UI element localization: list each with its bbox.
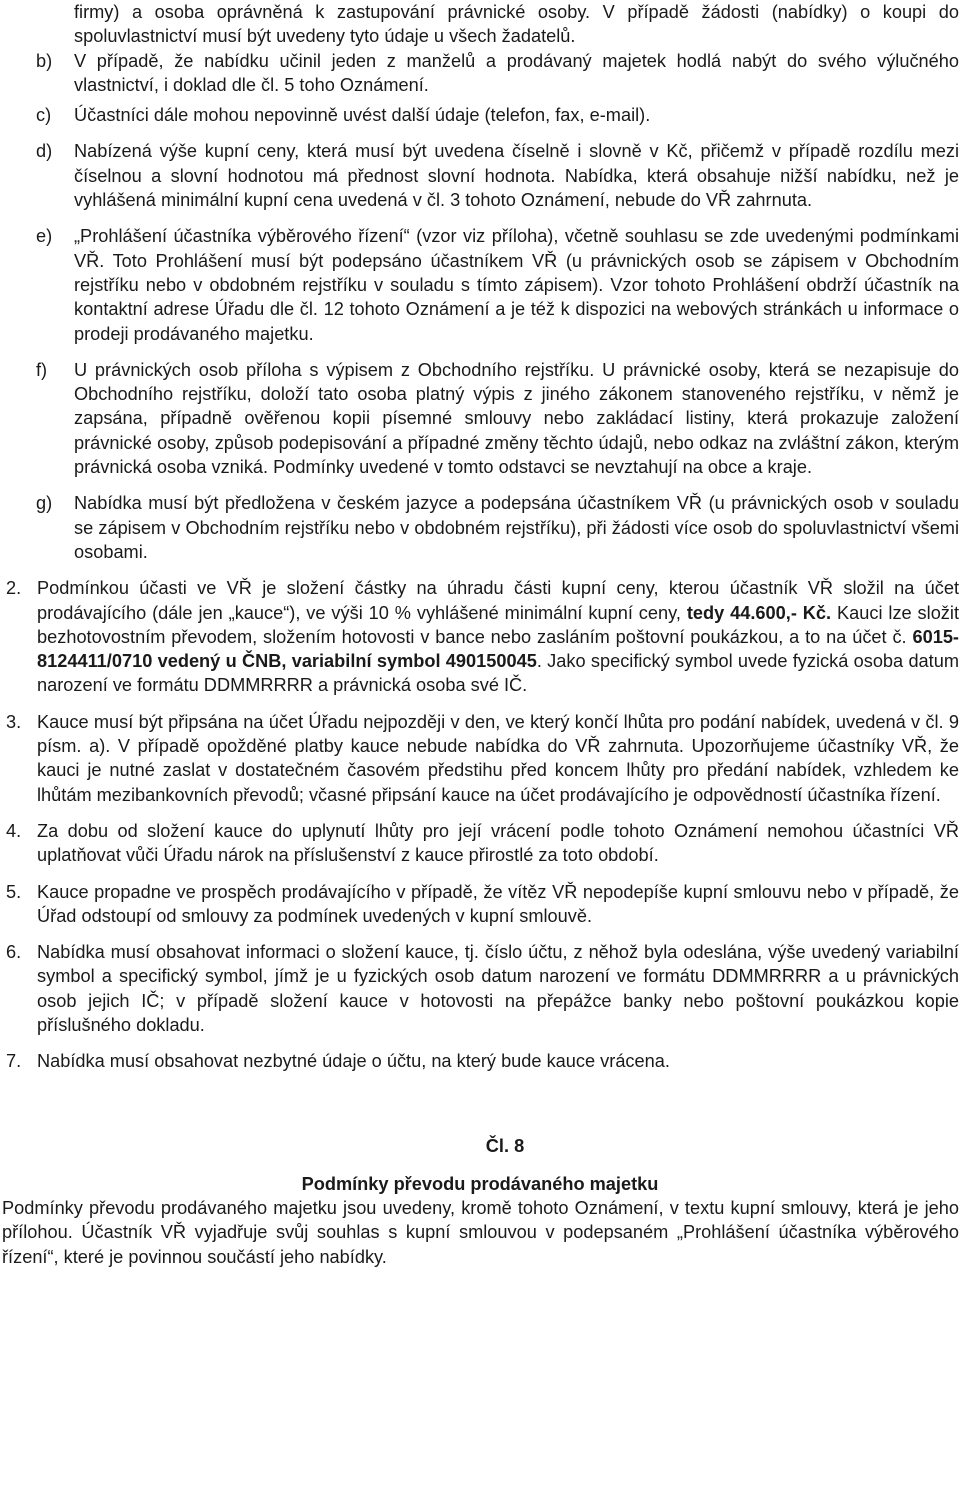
bank-account-info: 6015-8124411/0710 vedený u ČNB, variabilní symbol 490150045 <box>37 626 959 672</box>
point-4 <box>0 819 959 868</box>
point-7 <box>0 1049 959 1073</box>
item-f <box>0 358 959 479</box>
item-b <box>0 49 959 98</box>
point-label: 7. <box>6 1051 22 1072</box>
point-label: 6. <box>6 942 22 963</box>
item-label: g) <box>36 493 53 514</box>
point-label: 3. <box>6 711 22 732</box>
point-label: 5. <box>6 881 22 902</box>
item-d <box>0 139 959 212</box>
point-text-part: Podmínkou účasti ve VŘ je složení částky na úhradu části kupní ceny, kterou účastník VŘ složil na účet prodávajícího (dále jen „kauce“), ve výši 10 % vyhlášené minimální kupní ceny, <box>37 578 959 623</box>
deposit-amount: tedy 44.600,- Kč. <box>686 602 832 623</box>
point-3 <box>0 710 959 807</box>
item-text: Nabízená výše kupní ceny, která musí být uvedena číselně i slovně v Kč, přičemž v případě rozdílu mezi číselnou a slovní hodnotou má přednost slovní hodnota. Nabídka, která obsahuje nižší nabídku, než je vyhlášená minimální kupní cena uvedená v čl. 3 tohoto Oznámení, nebude do VŘ zahrnuta. <box>74 141 959 211</box>
item-text: V případě, že nabídku učinil jeden z manželů a prodávaný majetek hodlá nabýt do svého výlučného vlastnictví, i doklad dle čl. 5 toho Oznámení. <box>74 50 959 95</box>
item-e <box>0 224 959 345</box>
article-text: Podmínky převodu prodávaného majetku jsou uvedeny, kromě tohoto Oznámení, v textu kupní smlouvy, která je jeho přílohou. Účastník VŘ vyjadřuje svůj souhlas s kupní smlouvou v podepsaném „Prohlášení účastníka výběrového řízení“, které je povinnou součástí jeho nabídky. <box>2 1198 959 1267</box>
point-text-part: Kauci lze složit bezhotovostním převodem, složením hotovosti v bance nebo zasláním poštovní poukázkou, a to na účet č. <box>37 602 959 647</box>
point-text: Za dobu od složení kauce do uplynutí lhůty pro její vrácení podle tohoto Oznámení nemohou účastníci VŘ uplatňovat vůči Úřadu nárok na příslušenství z kauce přirostlé za toto období. <box>37 820 959 866</box>
item-label: c) <box>36 105 52 126</box>
point-text: Nabídka musí obsahovat nezbytné údaje o účtu, na který bude kauce vrácena. <box>37 1051 670 1072</box>
item-c <box>0 103 959 127</box>
point-5 <box>0 880 959 929</box>
item-text: U právnických osob příloha s výpisem z Obchodního rejstříku. U právnické osoby, která se nezapisuje do Obchodního rejstříku, doloží tato osoba platný výpis z jiného zákonem stanoveného rejstříku, v němž je zapsána, případně ověřenou kopii písemné smlouvy nebo zakládací listiny, která prokazuje založení právnické osoby, způsob podepisování a případné změny těchto údajů, nebo odkaz na zvláštní zákon, kterým právnická osoba vzniká. Podmínky uvedené v tomto odstavci se nevztahují na obce a kraje. <box>74 359 959 478</box>
point-text: Kauce musí být připsána na účet Úřadu nejpozději v den, ve který končí lhůta pro podání nabídek, uvedená v čl. 9 písm. a). V případě opožděné platby kauce nebude nabídka do VŘ zahrnuta. Upozorňujeme účastníky VŘ, že kauci je nutné zaslat v dostatečném časovém předstihu před koncem lhůty pro předání nabídek, vzhledem ke lhůtám mezibankovních převodů; včasné připsání kauce na účet prodávajícího je odpovědností účastníka řízení. <box>37 711 959 805</box>
point-label: 4. <box>6 820 22 841</box>
item-text: Účastníci dále mohou nepovinně uvést další údaje (telefon, fax, e-mail). <box>74 105 651 126</box>
item-text: Nabídka musí být předložena v českém jazyce a podepsána účastníkem VŘ (u právnických osob v souladu se zápisem v Obchodním rejstříku nebo v obdobném rejstříku), při žádosti více osob do spoluvlastnictví všemi osobami. <box>74 493 959 562</box>
point-text-part: . Jako specifický symbol uvede fyzická osoba datum narození ve formátu DDMMRRRR a právnická osoba své IČ. <box>37 651 959 696</box>
item-label: e) <box>36 226 53 247</box>
section-a-continuation: firmy) a osoba oprávněná k zastupování právnické osoby. V případě žádosti (nabídky) o koupi do spoluvlastnictví musí být uvedeny tyto údaje u všech žadatelů. <box>74 2 959 47</box>
point-2 <box>0 576 959 697</box>
item-label: f) <box>36 359 48 380</box>
article-number: Čl. 8 <box>485 1135 525 1156</box>
item-g <box>0 491 959 564</box>
item-text: „Prohlášení účastníka výběrového řízení“ (vzor viz příloha), včetně souhlasu se zde uvedenými podmínkami VŘ. Toto Prohlášení musí být podepsáno účastníkem VŘ (u právnických osob se zápisem v Obchodním rejstříku nebo v obdobném rejstříku v souladu s tímto zápisem). Vzor tohoto Prohlášení obdrží účastník na kontaktní adrese Úřadu dle čl. 12 tohoto Oznámení a je též k dispozici na webových stránkách u informace o prodeji prodávaného majetku. <box>74 226 959 344</box>
point-text: Nabídka musí obsahovat informaci o složení kauce, tj. číslo účtu, z něhož byla odeslána, výše uvedený variabilní symbol a specifický symbol, jímž je u fyzických osob datum narození ve formátu DDMMRRRR a u právnických osob jejich IČ; v případě složení kauce v hotovosti na přepážce banky nebo poštovní poukázkou kopie příslušného dokladu. <box>37 942 959 1035</box>
item-label: d) <box>36 141 53 162</box>
point-6 <box>0 940 959 1037</box>
point-text <box>37 576 959 697</box>
item-label: b) <box>36 50 53 71</box>
article-title: Podmínky převodu prodávaného majetku <box>301 1173 659 1194</box>
point-label: 2. <box>6 578 22 599</box>
point-text: Kauce propadne ve prospěch prodávajícího v případě, že vítěz VŘ nepodepíše kupní smlouvu nebo v případě, že Úřad odstoupí od smlouvy za podmínek uvedených v kupní smlouvě. <box>37 881 959 926</box>
